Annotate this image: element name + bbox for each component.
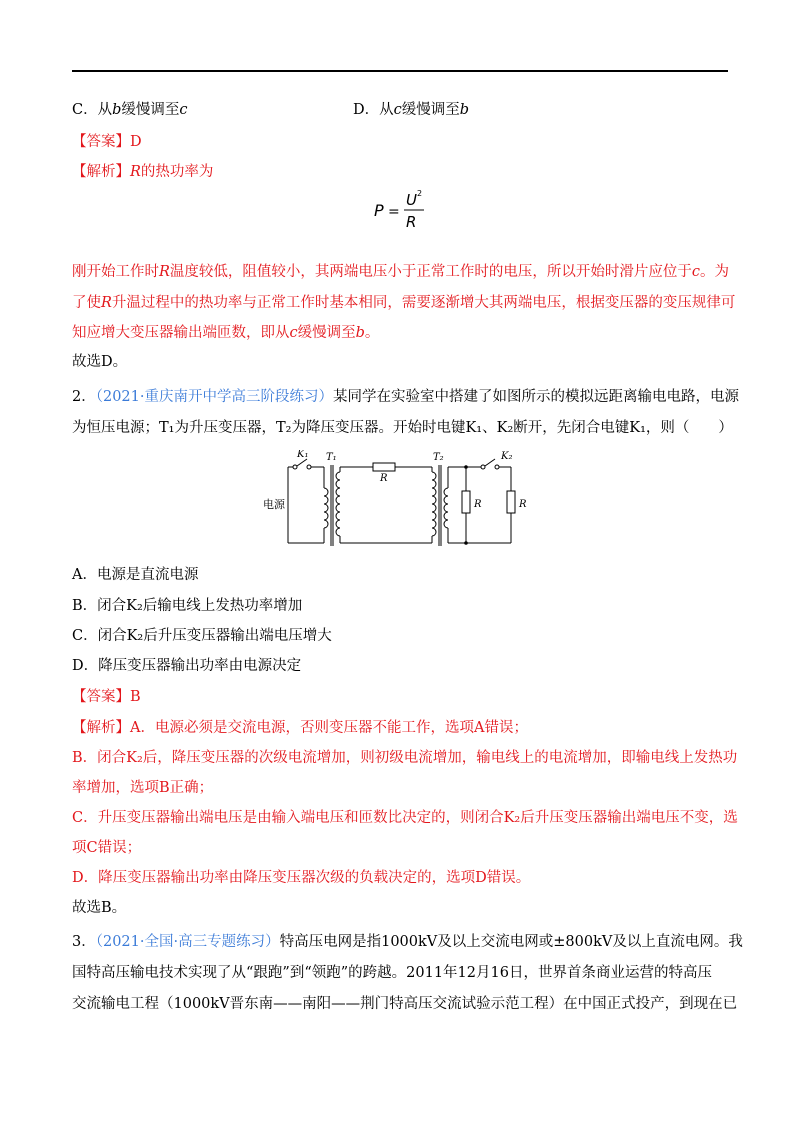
t1-secondary-coil xyxy=(336,472,340,536)
k2-switch-blade xyxy=(485,459,495,466)
question-3-source: （2021·全国·高三专题练习） xyxy=(95,934,280,950)
analysis-prev: 【解析】R的热功率为 xyxy=(72,164,214,180)
k1-terminal xyxy=(307,465,311,469)
junction-dot xyxy=(464,465,468,469)
label-k2: K₂ xyxy=(501,451,513,462)
formula-p: P xyxy=(374,201,384,220)
question-2-analysis-d: D．降压变压器输出功率由降压变压器次级的负载决定的，选项D错误。 xyxy=(72,870,531,886)
option-d-prev: D．从c缓慢调至b xyxy=(353,102,470,118)
question-2-option-b: B．闭合K₂后输电线上发热功率增加 xyxy=(72,598,303,614)
t2-primary-coil xyxy=(432,472,436,536)
label-r2: R xyxy=(519,499,527,510)
question-2-stem-2: 为恒压电源；T₁为升压变压器，T₂为降压变压器。开始时电键K₁、K₂断开，先闭合电键K₁，则（ ） xyxy=(72,420,733,436)
explanation-line-1: 刚开始工作时R温度较低，阻值较小，其两端电压小于正常工作时的电压，所以开始时滑片应位于c。为 xyxy=(72,264,730,280)
header-rule xyxy=(72,70,728,72)
formula-u: U xyxy=(406,191,417,209)
power-formula xyxy=(372,188,442,234)
question-2-option-c: C．闭合K₂后升压变压器输出端电压增大 xyxy=(72,628,332,644)
question-2-answer: 【答案】B xyxy=(72,689,141,705)
question-2-source: （2021·重庆南开中学高三阶段练习） xyxy=(95,389,333,405)
k2-terminal xyxy=(481,465,485,469)
question-2-analysis-a: 【解析】A．电源必须是交流电源，否则变压器不能工作，选项A错误； xyxy=(72,720,528,736)
label-t2: T₂ xyxy=(433,452,444,463)
question-3-stem-3: 交流输电工程（1000kV晋东南——南阳——荆门特高压交流试验示范工程）在中国正式投产，到现在已 xyxy=(72,996,738,1012)
formula-eq: = xyxy=(388,204,400,220)
question-3-stem-1: 3．（2021·全国·高三专题练习）特高压电网是指1000kV及以上交流电网或±800kV及以上直流电网。我 xyxy=(72,934,743,950)
question-2-option-a: A．电源是直流电源 xyxy=(72,567,199,583)
question-3-stem-2: 国特高压输电技术实现了从“跟跑”到“领跑”的跨越。2011年12月16日，世界首条商业运营的特高压 xyxy=(72,965,712,981)
load-resistor-2 xyxy=(507,491,515,513)
formula-r: R xyxy=(406,213,417,231)
t1-primary-coil xyxy=(324,488,328,528)
label-k1: K₁ xyxy=(297,450,309,460)
question-2-conclusion: 故选B。 xyxy=(72,900,127,916)
explanation-line-2: 了使R升温过程中的热功率与正常工作时基本相同，需要逐渐增大其两端电压，根据变压器的变压规律可 xyxy=(72,295,736,311)
question-2-stem-1: 2．（2021·重庆南开中学高三阶段练习）某同学在实验室中搭建了如图所示的模拟远距离输电电路，电源 xyxy=(72,389,739,405)
conclusion-prev: 故选D。 xyxy=(72,354,128,370)
label-power-source: 电源 xyxy=(263,498,285,511)
question-2-analysis-c-2: 项C错误； xyxy=(72,840,142,856)
option-c-prev: C．从b缓慢调至c xyxy=(72,102,188,118)
k1-switch-blade xyxy=(297,459,307,466)
question-2-analysis-b-2: 率增加，选项B正确； xyxy=(72,780,214,796)
circuit-diagram xyxy=(260,450,550,550)
formula-sup: 2 xyxy=(417,189,423,198)
question-2-analysis-b-1: B．闭合K₂后，降压变压器的次级电流增加，则初级电流增加，输电线上的电流增加，即输电线上发热功 xyxy=(72,750,738,766)
explanation-line-3: 知应增大变压器输出端匝数，即从c缓慢调至b。 xyxy=(72,325,380,341)
junction-dot xyxy=(464,541,468,545)
label-r-line: R xyxy=(380,473,388,484)
k1-terminal xyxy=(293,465,297,469)
label-r1: R xyxy=(474,499,482,510)
question-2-option-d: D．降压变压器输出功率由电源决定 xyxy=(72,658,302,674)
t2-secondary-coil xyxy=(444,488,448,528)
label-t1: T₁ xyxy=(326,452,337,463)
line-resistor xyxy=(373,463,395,471)
answer-prev: 【答案】D xyxy=(72,134,142,150)
question-2-analysis-c-1: C．升压变压器输出端电压是由输入端电压和匝数比决定的，则闭合K₂后升压变压器输出端电压不变，选 xyxy=(72,810,738,826)
load-resistor-1 xyxy=(462,491,470,513)
k2-terminal xyxy=(495,465,499,469)
